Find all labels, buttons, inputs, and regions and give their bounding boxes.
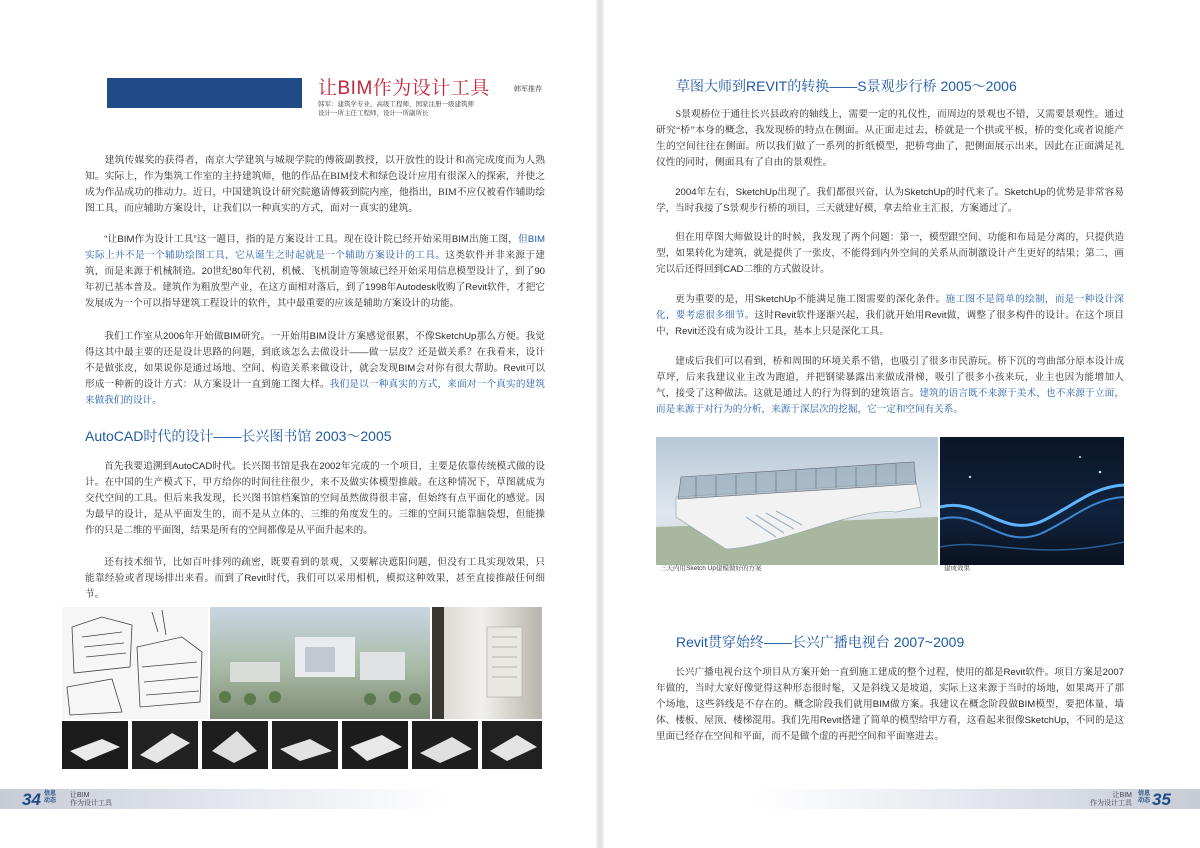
image-caption: 三天内用Sketch Up建模做好的方案 xyxy=(660,565,762,572)
sketch-drawing-image xyxy=(62,607,208,719)
paper-model-graphic xyxy=(62,721,542,769)
image-caption: 建成效果 xyxy=(944,565,970,572)
bridge-render-graphic xyxy=(656,437,938,565)
section-title: AutoCAD时代的设计——长兴图书馆 2003～2005 xyxy=(85,428,392,444)
intro-paragraph: 建筑传媒奖的获得者，南京大学建筑与城规学院的傅筱副教授，以开放性的设计和高完成度而为人熟知。实际上，作为集筑工作室的主持建筑师，他的作品在BIM技术和绿色设计应用有很深入的探索，并使之成为作品成功的推动力。近日，中国建筑设计研究院邀请傅筱到院内座，他指出，BIM不应仅被看作辅助绘图工具，而应辅助方案设计，让我们以一种真实的方式，面对一真实的建筑。 xyxy=(85,155,545,214)
body-paragraph: 更为重要的是，用SketchUp不能满足施工图需要的深化条件。施工图不是简单的绘制，而是一种设计深化，要考虑很多细节。这时Revit软件逐渐兴起，我们就开始用Revit做，调整了很多构件的设计。在这个项目中，Revit还没有成为设计工具，基本上只是深化工具。 xyxy=(656,294,1125,337)
body-paragraph: S景观桥位于通往长兴县政府的轴线上，需要一定的礼仪性，而周边的景观也不错，又需要景观性。通过研究“桥”本身的概念，我发现桥的特点在侧面。从正面走过去，桥就是一个拱或平板，桥的变化或者说能产生的空间往往在侧面。所以我们做了一系列的折纸模型，把桥弯曲了，把侧面展示出来，因此在正面满足礼仪性的同时，侧面具有了自由的景观性。 xyxy=(656,109,1124,168)
page-section-label: 让BIM 作为设计工具 xyxy=(70,792,112,807)
page-number: 35 xyxy=(1152,790,1171,809)
article-title: 让BIM作为设计工具 xyxy=(318,78,490,99)
section-title: 草图大师到REVIT的转换——S景观步行桥 2005～2006 xyxy=(676,78,1017,94)
library-interior-image xyxy=(432,607,542,719)
paper-model-strip xyxy=(62,721,542,769)
page-gutter xyxy=(596,0,604,848)
site-model-graphic xyxy=(210,607,430,719)
body-paragraph: 2004年左右，SketchUp出现了。我们都很兴奋，认为SketchUp的时代来了。SketchUp的优势是非常容易学，当时我接了S景观步行桥的项目，三天就建好模，拿去给业主汇报，方案通过了。 xyxy=(656,187,1124,214)
page-section-label: 让BIM 作为设计工具 xyxy=(1090,792,1132,807)
body-paragraph: 我们工作室从2006年开始做BIM研究。一开始用BIM设计方案感觉很累，不像SketchUp那么方便。我觉得这其中最主要的还是设计思路的问题，到底该怎么去做设计——做一层皮？还是做关系？在我看来，设计不是做张皮，如果说你是通过场地、空间、构造关系来做设计，就会发现BIM会对你有很大帮助。Revit可以形成一种新的设计方式：从方案设计一直到施工图大样。我们是以一种真实的方式，来面对一个真实的建筑来做我们的设计。 xyxy=(85,331,546,406)
recommender: 韩军推荐 xyxy=(514,86,542,93)
body-paragraph: 还有技术细节，比如百叶排列的疏密，既要看到的景观，又要解决遮阳问题，但没有工具实现效果，只能靠经验或者现场排出来看。而到了Revit时代，我们可以采用相机，模拟这种效果，甚至直接推敲任何细节。 xyxy=(85,557,545,600)
section-title: Revit贯穿始终——长兴广播电视台 2007~2009 xyxy=(676,634,965,650)
interior-graphic xyxy=(432,607,542,719)
title-color-bar xyxy=(107,78,302,108)
body-paragraph: 长兴广播电视台这个项目从方案开始一直到施工建成的整个过程，使用的都是Revit软件。项目方案是2007年做的，当时大家好像觉得这种形态很时髦，又是斜线又是坡道，实际上这来源于当时的场地，如果离开了那个场地，这些斜线是不存在的。概念阶段我们就用BIM做方案。我建议在概念阶段做BIM模型，要把体量、墙体、楼板、屋顶、楼梯混用。我们先用Revit搭建了简单的模型给甲方看，这看起来很像SketchUp，不同的是这里面已经存在空间和平面，而不是做个虚的再把空间和平面塞进去。 xyxy=(656,667,1124,742)
bridge-night-photo xyxy=(940,437,1124,565)
page-tag: 信息 动态 xyxy=(1138,791,1151,804)
page-tag: 信息 动态 xyxy=(44,791,57,804)
body-paragraph: 建成后我们可以看到，桥和周围的环境关系不错，也吸引了很多市民游玩。桥下沉的弯曲部分原本设计成草坪，后来我建议业主改为跑道，并把钢梁暴露出来做成滑梯，吸引了很多小孩来玩，业主也因为能增加人气，接受了这种做法。这就是通过人的行为得到的建筑语言。建筑的语言既不来源于美术，也不来源于立面，而是来源于对行为的分析，来源于深层次的挖掘，它一定和空间有关系。 xyxy=(656,356,1125,415)
page-number: 34 xyxy=(22,790,41,809)
body-paragraph: “让BIM作为设计工具”这一题目，指的是方案设计工具。现在设计院已经开始采用BIM出施工图，但BIM实际上并不是一个辅助绘图工具，它从诞生之时起就是一个辅助方案设计的工具。这类软件并非来源于建筑，而是来源于机械制造。20世纪80年代初，机械、飞机制造等领域已经开始采用信息模型设计了，到了90年初已基本普及。建筑作为粗放型产业，在这方面相对落后，到了1998年Autodesk收购了Revit软件，才把它发展成为一个可以指导建筑工程设计的软件，其中最重要的应该是辅助方案设计的功能。 xyxy=(85,234,546,309)
body-paragraph: 首先我要追溯到AutoCAD时代。长兴图书馆是我在2002年完成的一个项目，主要是依靠传统模式做的设计。在中国的生产模式下，甲方给你的时间往往很少，来不及做实体模型推敲。在这种情况下，草图就成为交代空间的工具。但后来我发现，长兴图书馆档案馆的空间虽然做得很丰富，但始终有点平面化的感觉。因为最早的设计，是从平面发生的，而不是从立体的、三维的角度发生的。三维的空间只能靠脑袋想，但能操作的只是二维的平面图，结果是所有的空间都像是从平面升起来的。 xyxy=(85,461,545,536)
right-page xyxy=(604,0,1200,848)
body-paragraph: 但在用草图大师做设计的时候，我发现了两个问题：第一，模型跟空间、功能和布局是分离的，只提供造型，如果转化为建筑，就是提供了一张皮，不能得到内外空间的关系从而制激设计产生更好的结果；第二，画完以后还得回到CAD二维的方式做设计。 xyxy=(656,232,1124,275)
library-site-model-image xyxy=(210,607,430,719)
sketch-drawing-graphic xyxy=(62,607,208,719)
author-bio: 韩军：建筑学专业，高级工程师，国家注册一级建筑师 设计一所主任工程师，设计一所副所长 xyxy=(318,101,474,117)
left-page xyxy=(0,0,596,848)
night-photo-graphic xyxy=(940,437,1124,565)
bridge-model-render xyxy=(656,437,938,565)
